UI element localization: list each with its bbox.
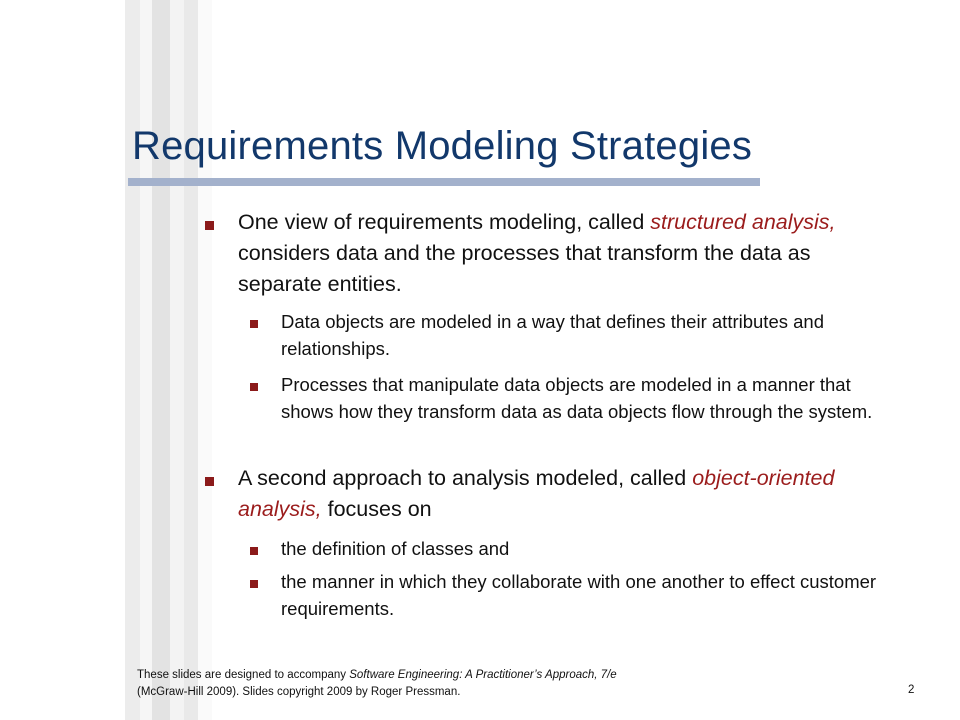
bullet-square-icon (250, 383, 258, 391)
slide-title: Requirements Modeling Strategies (132, 124, 753, 168)
bullet-text: A second approach to analysis modeled, called (238, 466, 693, 490)
sub-bullet-collaboration: the manner in which they collaborate with one another to effect customer requirements. (281, 571, 877, 619)
footer-text: These slides are designed to accompany (137, 669, 350, 681)
emphasis-term: structured analysis, (650, 210, 836, 234)
bullet-text: One view of requirements modeling, called (238, 210, 651, 234)
bullet-text: considers data and the processes that transform the data as separate entities. (238, 241, 811, 296)
bullet-square-icon (250, 320, 258, 328)
bullet-text: focuses on (321, 497, 432, 521)
sub-bullet-classes: the definition of classes and (281, 538, 510, 559)
sub-bullet-processes: Processes that manipulate data objects are modeled in a manner that shows how they transform data as data objects flow through the system. (281, 374, 873, 422)
footer-line-1 (137, 667, 737, 684)
sub-bullet-data-objects: Data objects are modeled in a way that defines their attributes and relationships. (281, 311, 824, 359)
emphasis-term: object-oriented analysis, (238, 466, 835, 521)
bullet-object-oriented-analysis (238, 463, 898, 525)
footer-line-2: (McGraw-Hill 2009). Slides copyright 2009 by Roger Pressman. (137, 686, 461, 698)
bullet-square-icon (250, 547, 258, 555)
footer-book-title: Software Engineering: A Practitioner’s Approach, 7/e (349, 669, 617, 681)
page-number: 2 (908, 684, 915, 696)
bullet-square-icon (250, 580, 258, 588)
slide-footer (137, 667, 737, 701)
bullet-square-icon (205, 477, 214, 486)
title-underline (128, 178, 760, 186)
bullet-structured-analysis (238, 207, 898, 300)
bullet-square-icon (205, 221, 214, 230)
